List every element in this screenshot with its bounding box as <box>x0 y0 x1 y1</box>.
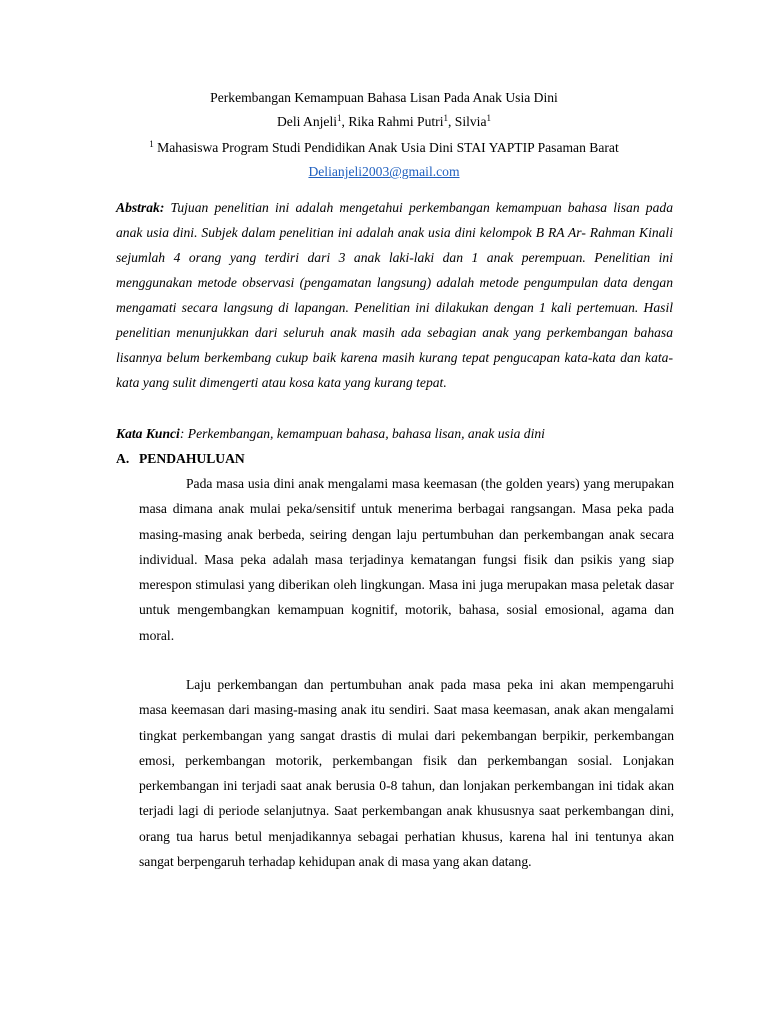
affiliation-text: Mahasiswa Program Studi Pendidikan Anak Usia Dini STAI YAPTIP Pasaman Barat <box>157 140 619 155</box>
author-list: Deli Anjeli$^1$, Rika Rahmi Putri$^1$, Silvia$^1$ <box>276 113 491 129</box>
author-affiliation-mark: 1 <box>337 113 342 123</box>
email-link[interactable]: Delianjeli2003@gmail.com <box>308 164 460 179</box>
author-name: Deli Anjeli <box>276 114 338 129</box>
affiliation-mark: 1 <box>149 139 154 149</box>
paragraph-text: Laju perkembangan dan pertumbuhan anak pada masa peka ini akan mempengaruhi masa keemasan dari masing-masing anak itu sendiri. Saat masa keemasan, anak akan mengalami tingkat perkembangan yang sangat drastis di mulai dari pekembangan berpikir, perkembangan emosi, perkembangan motorik, perkembangan fisik dan perkembangan sosial. Lonjakan perkembangan ini terjadi saat anak berusia 0-8 tahun, dan lonjakan perkembangan ini tidak akan terjadi lagi di periode selanjutnya. Saat perkembangan anak khususnya saat perkembangan dini, orang tua harus betul menjadikannya sebagai perhatian khusus, karena hal ini tentunya akan sangat berpengaruh terhadap kehidupan anak di masa yang akan datang. <box>139 677 674 870</box>
section-title: PENDAHULUAN <box>139 451 245 466</box>
abstract <box>116 195 673 395</box>
keywords-label: Kata Kunci <box>116 426 180 441</box>
author-name: Rika Rahmi Putri <box>348 114 444 129</box>
keywords-text: : Perkembangan, kemampuan bahasa, bahasa lisan, anak usia dini <box>179 426 545 441</box>
section-heading <box>116 446 673 471</box>
body-paragraph <box>139 471 674 648</box>
author-name: Silvia <box>454 114 487 129</box>
author-affiliation-mark: 1 <box>443 113 448 123</box>
author-affiliation-mark: 1 <box>486 113 491 123</box>
section-number: A. <box>116 451 130 466</box>
abstract-label: Abstrak: <box>116 200 165 215</box>
affiliation <box>0 138 768 158</box>
author-email <box>0 162 768 182</box>
body-paragraph <box>139 672 674 874</box>
paragraph-text: Pada masa usia dini anak mengalami masa keemasan (the golden years) yang merupakan masa dimana anak mulai peka/sensitif untuk menerima berbagai rangsangan. Masa peka pada masing-masing anak berbeda, seiring dengan laju pertumbuhan dan perkembangan anak secara individual. Masa peka adalah masa terjadinya kematangan fungsi fisik dan psikis yang siap merespon stimulasi yang diberikan oleh lingkungan. Masa ini juga merupakan masa peletak dasar untuk mengembangkan kemampuan kognitif, motorik, bahasa, sosial emosional, agama dan moral. <box>139 476 674 643</box>
abstract-text: Tujuan penelitian ini adalah mengetahui perkembangan kemampuan bahasa lisan pada anak usia dini. Subjek dalam penelitian ini adalah anak usia dini kelompok B RA Ar- Rahman Kinali sejumlah 4 orang yang terdiri dari 3 anak laki-laki dan 1 anak perempuan. Penelitian ini menggunakan metode observasi (pengamatan langsung) adalah metode pengumpulan data dengan mengamati secara langsung di lapangan. Penelitian ini dilakukan dengan 1 kali pertemuan. Hasil penelitian menunjukkan dari seluruh anak masih ada sebagian anak yang perkembangan bahasa lisannya belum berkembang cukup baik karena masih kurang tepat pengucapan kata-kata dan kata-kata yang sulit dimengerti atau kosa kata yang kurang tepat. <box>116 200 673 390</box>
keywords <box>116 421 673 446</box>
paper-title: Perkembangan Kemampuan Bahasa Lisan Pada Anak Usia Dini <box>210 90 558 105</box>
